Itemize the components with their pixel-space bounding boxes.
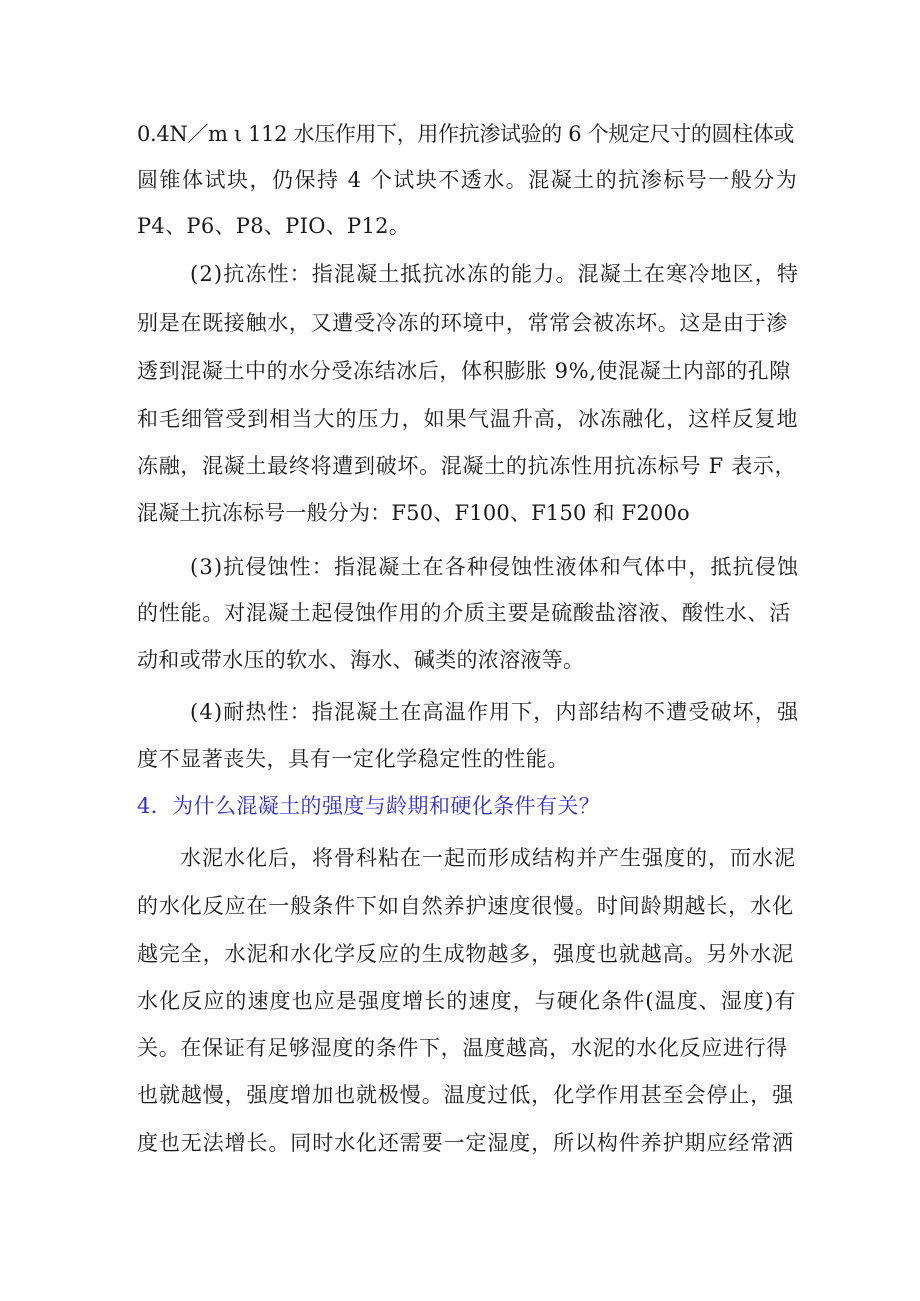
text-line: 水泥水化后，将骨科粘在一起而形成结构并产生强度的，而水泥 xyxy=(180,846,796,870)
text-line: 圆锥体试块，仍保持 4 个试块不透水。混凝土的抗渗标号一般分为 xyxy=(137,168,799,192)
text-line: (4)耐热性：指混凝土在高温作用下，内部结构不遭受破坏，强 xyxy=(190,700,800,724)
question-heading: 4．为什么混凝土的强度与龄期和硬化条件有关？ xyxy=(137,794,601,818)
text-line: 0.4N／m ι 112 水压作用下，用作抗渗试验的 6 个规定尺寸的圆柱体或 xyxy=(137,122,795,146)
text-line: 冻融，混凝土最终将遭到破坏。混凝土的抗冻性用抗冻标号 F 表示， xyxy=(137,454,797,478)
text-line: 和毛细管受到相当大的压力，如果气温升高，冰冻融化，这样反复地 xyxy=(137,407,799,431)
text-line: (2)抗冻性：指混凝土抵抗冰冻的能力。混凝土在寒冷地区，特 xyxy=(190,262,800,286)
text-line: 水化反应的速度也应是强度增长的速度，与硬化条件(温度、湿度)有 xyxy=(137,989,797,1013)
text-line: 越完全，水泥和水化学反应的生成物越多，强度也就越高。另外水泥 xyxy=(137,942,794,966)
text-line: 别是在既接触水，又遭受冷冻的环境中，常常会被冻坏。这是由于渗 xyxy=(137,311,788,335)
text-line: 度也无法增长。同时水化还需要一定湿度，所以构件养护期应经常洒 xyxy=(137,1131,794,1155)
text-line: P4、P6、P8、PIO、P12。 xyxy=(137,214,411,238)
text-line: 混凝土抗冻标号一般分为：F50、F100、F150 和 F200o xyxy=(137,501,690,525)
text-line: 的水化反应在一般条件下如自然养护速度很慢。时间龄期越长，水化 xyxy=(137,894,794,918)
text-line: (3)抗侵蚀性：指混凝土在各种侵蚀性液体和气体中，抵抗侵蚀 xyxy=(190,555,800,579)
text-line: 动和或带水压的软水、海水、碱类的浓溶液等。 xyxy=(137,648,585,672)
text-line: 关。在保证有足够湿度的条件下，温度越高，水泥的水化反应进行得 xyxy=(137,1036,788,1060)
text-line: 度不显著丧失，具有一定化学稳定性的性能。 xyxy=(137,747,569,771)
text-line: 透到混凝土中的水分受冻结冰后，体积膨胀 9%,使混凝土内部的孔隙 xyxy=(137,359,791,383)
text-line: 也就越慢，强度增加也就极慢。温度过低，化学作用甚至会停止，强 xyxy=(137,1083,794,1107)
text-line: 的性能。对混凝土起侵蚀作用的介质主要是硫酸盐溶液、酸性水、活 xyxy=(137,601,791,625)
